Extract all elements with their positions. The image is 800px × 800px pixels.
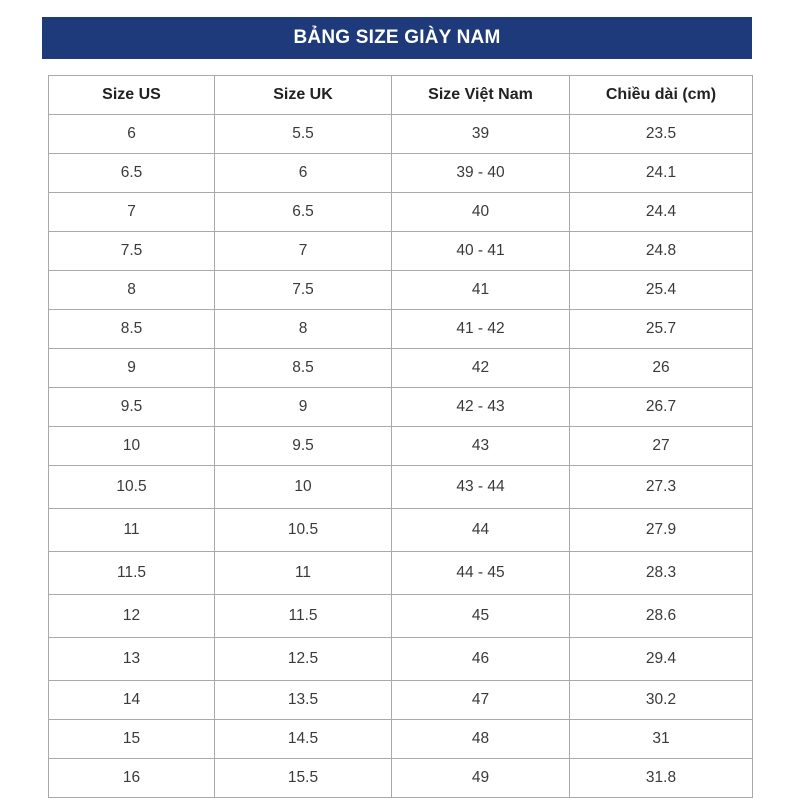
cell-size-vietnam: 44 xyxy=(392,509,570,552)
header-size-vietnam: Size Việt Nam xyxy=(392,76,570,115)
cell-size-us: 13 xyxy=(49,638,215,681)
table-row xyxy=(49,720,753,759)
cell-length-cm: 31 xyxy=(570,720,753,759)
cell-length-cm: 26.7 xyxy=(570,388,753,427)
cell-size-us: 11.5 xyxy=(49,552,215,595)
table-row xyxy=(49,232,753,271)
cell-size-uk: 7 xyxy=(215,232,392,271)
table-row xyxy=(49,595,753,638)
cell-size-vietnam: 40 xyxy=(392,193,570,232)
table-row xyxy=(49,193,753,232)
cell-size-us: 6 xyxy=(49,115,215,154)
cell-size-vietnam: 45 xyxy=(392,595,570,638)
cell-size-uk: 9 xyxy=(215,388,392,427)
cell-size-uk: 6.5 xyxy=(215,193,392,232)
cell-length-cm: 25.4 xyxy=(570,271,753,310)
header-size-uk: Size UK xyxy=(215,76,392,115)
cell-size-uk: 11 xyxy=(215,552,392,595)
cell-size-vietnam: 42 xyxy=(392,349,570,388)
cell-length-cm: 31.8 xyxy=(570,759,753,798)
cell-size-us: 12 xyxy=(49,595,215,638)
table-row xyxy=(49,552,753,595)
cell-length-cm: 27.3 xyxy=(570,466,753,509)
cell-size-uk: 14.5 xyxy=(215,720,392,759)
cell-size-us: 8.5 xyxy=(49,310,215,349)
cell-size-us: 9.5 xyxy=(49,388,215,427)
cell-size-us: 14 xyxy=(49,681,215,720)
table-row xyxy=(49,115,753,154)
cell-size-us: 11 xyxy=(49,509,215,552)
cell-size-uk: 11.5 xyxy=(215,595,392,638)
cell-length-cm: 24.8 xyxy=(570,232,753,271)
cell-size-us: 10 xyxy=(49,427,215,466)
cell-size-uk: 8.5 xyxy=(215,349,392,388)
table-row xyxy=(49,388,753,427)
header-length-cm: Chiều dài (cm) xyxy=(570,76,753,115)
page-title: BẢNG SIZE GIÀY NAM xyxy=(293,27,501,48)
cell-size-us: 10.5 xyxy=(49,466,215,509)
cell-size-vietnam: 43 xyxy=(392,427,570,466)
table-row xyxy=(49,466,753,509)
cell-size-uk: 6 xyxy=(215,154,392,193)
cell-length-cm: 30.2 xyxy=(570,681,753,720)
cell-size-uk: 10.5 xyxy=(215,509,392,552)
cell-size-vietnam: 46 xyxy=(392,638,570,681)
cell-size-vietnam: 44 - 45 xyxy=(392,552,570,595)
header-size-us: Size US xyxy=(49,76,215,115)
cell-size-us: 6.5 xyxy=(49,154,215,193)
cell-length-cm: 29.4 xyxy=(570,638,753,681)
cell-length-cm: 27 xyxy=(570,427,753,466)
table-row xyxy=(49,154,753,193)
cell-size-uk: 13.5 xyxy=(215,681,392,720)
table-row xyxy=(49,509,753,552)
cell-size-vietnam: 39 xyxy=(392,115,570,154)
header-row xyxy=(49,76,753,115)
cell-size-vietnam: 41 xyxy=(392,271,570,310)
cell-size-vietnam: 43 - 44 xyxy=(392,466,570,509)
table-row xyxy=(49,271,753,310)
table-row xyxy=(49,759,753,798)
cell-size-vietnam: 40 - 41 xyxy=(392,232,570,271)
table-row xyxy=(49,681,753,720)
table-row xyxy=(49,638,753,681)
cell-size-us: 7 xyxy=(49,193,215,232)
cell-size-vietnam: 49 xyxy=(392,759,570,798)
cell-size-us: 9 xyxy=(49,349,215,388)
cell-size-uk: 5.5 xyxy=(215,115,392,154)
cell-length-cm: 25.7 xyxy=(570,310,753,349)
cell-size-uk: 9.5 xyxy=(215,427,392,466)
cell-size-vietnam: 41 - 42 xyxy=(392,310,570,349)
cell-length-cm: 27.9 xyxy=(570,509,753,552)
table-row xyxy=(49,427,753,466)
cell-size-us: 15 xyxy=(49,720,215,759)
cell-length-cm: 28.3 xyxy=(570,552,753,595)
cell-size-vietnam: 39 - 40 xyxy=(392,154,570,193)
cell-length-cm: 26 xyxy=(570,349,753,388)
cell-length-cm: 23.5 xyxy=(570,115,753,154)
cell-size-us: 7.5 xyxy=(49,232,215,271)
cell-size-uk: 7.5 xyxy=(215,271,392,310)
cell-size-us: 16 xyxy=(49,759,215,798)
title-banner xyxy=(42,17,752,59)
cell-size-vietnam: 42 - 43 xyxy=(392,388,570,427)
cell-size-uk: 12.5 xyxy=(215,638,392,681)
cell-length-cm: 24.1 xyxy=(570,154,753,193)
cell-size-vietnam: 48 xyxy=(392,720,570,759)
table-body xyxy=(49,115,753,798)
cell-size-uk: 15.5 xyxy=(215,759,392,798)
shoe-size-table xyxy=(48,75,753,798)
cell-size-vietnam: 47 xyxy=(392,681,570,720)
cell-size-uk: 8 xyxy=(215,310,392,349)
cell-length-cm: 28.6 xyxy=(570,595,753,638)
cell-size-uk: 10 xyxy=(215,466,392,509)
cell-length-cm: 24.4 xyxy=(570,193,753,232)
table-row xyxy=(49,310,753,349)
cell-size-us: 8 xyxy=(49,271,215,310)
table-row xyxy=(49,349,753,388)
